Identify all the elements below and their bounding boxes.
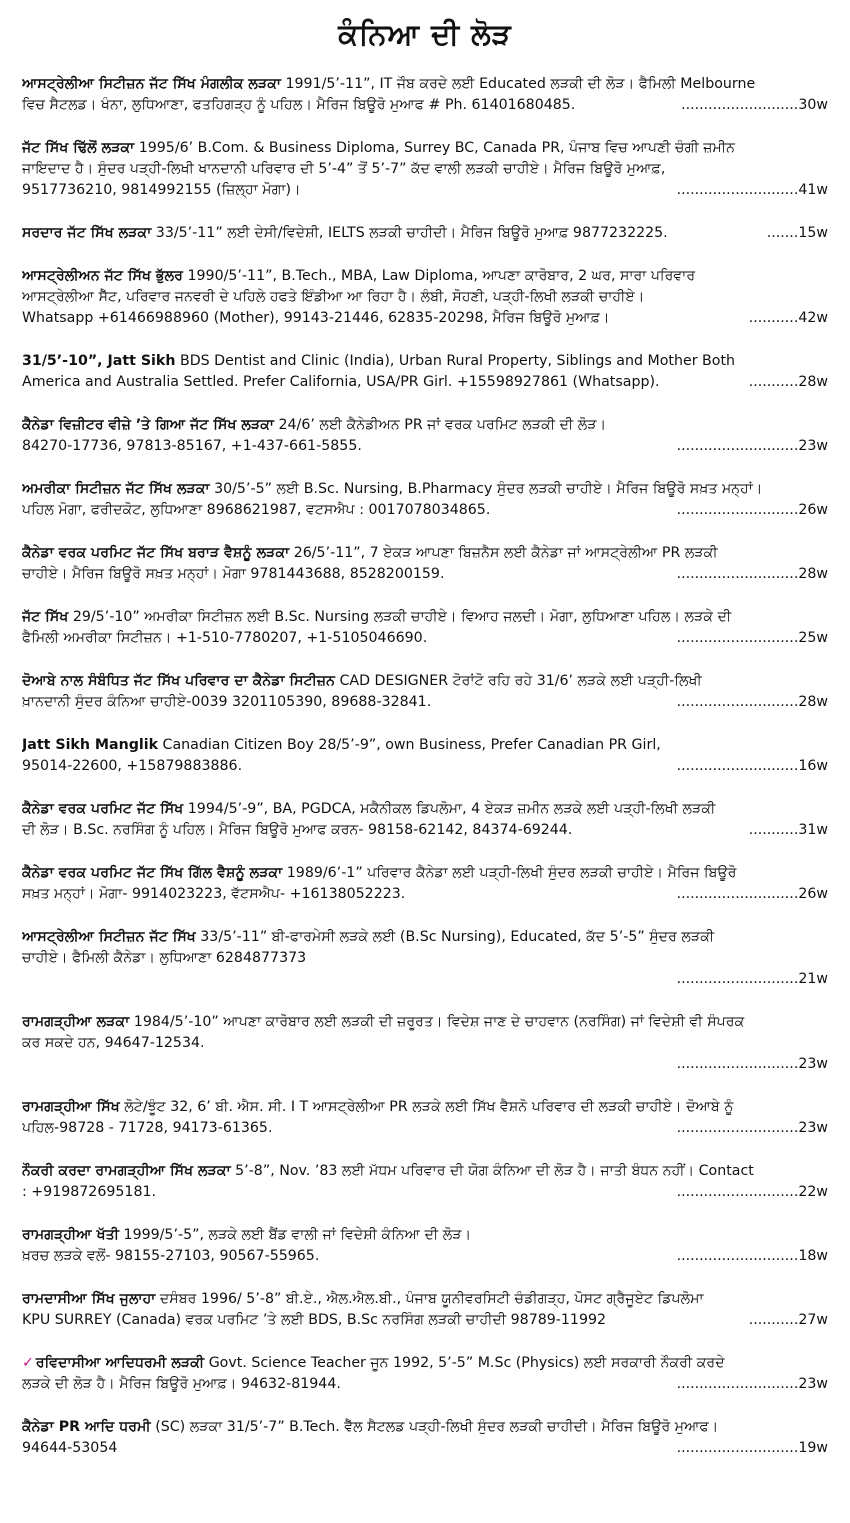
ad-code-value: 21w xyxy=(798,971,828,987)
ad-heading: ਆਸਟ੍ਰੇਲੀਆ ਸਿਟੀਜ਼ਨ ਜੱਟ ਸਿੱਖ ਮੰਗਲੀਕ ਲੜਕਾ xyxy=(22,76,281,92)
ad-text-last xyxy=(22,95,675,116)
ad-last-line xyxy=(22,692,828,713)
ad-heading: ਅਮਰੀਕਾ ਸਿਟੀਜ਼ਨ ਜੱਟ ਸਿੱਖ ਲੜਕਾ xyxy=(22,481,210,497)
ad-last-line xyxy=(22,884,828,905)
ad-code-value: 28w xyxy=(798,374,828,390)
ad-code xyxy=(743,308,828,329)
ad-line xyxy=(22,479,828,500)
dot-leader: ........... xyxy=(748,822,799,838)
dot-leader: ........... xyxy=(748,374,799,390)
ad-text: 5’-8”, Nov. ’83 ਲਈ ਮੱਧਮ ਪਰਿਵਾਰ ਦੀ ਯੋਗ ਕੰਨਿਆ ਦੀ ਲੋੜ ਹੈ। ਜਾਤੀ ਬੰਧਨ ਨਹੀਂ। Contact xyxy=(235,1163,754,1179)
ad-text-last xyxy=(22,1374,671,1395)
ad-code xyxy=(743,1310,828,1331)
ad-code-value: 23w xyxy=(798,1376,828,1392)
dot-leader: ........... xyxy=(748,310,799,326)
ad-heading: ਸਰਦਾਰ ਜੱਟ ਸਿੱਖ ਲੜਕਾ xyxy=(22,225,152,241)
ad-text: ਜਾਇਦਾਦ ਹੈ। ਸੁੰਦਰ ਪੜ੍ਹੀ-ਲਿਖੀ ਖਾਨਦਾਨੀ ਪਰਿਵਾਰ ਦੀ 5’-4” ਤੋਂ 5’-7” ਕੱਦ ਵਾਲੀ ਲੜਕੀ ਚਾਹੀਏ। ਮੈਰਿਜ ਬਿਊਰੋ ਮੁਆਫ਼, xyxy=(22,161,666,177)
ad-line xyxy=(22,1097,828,1118)
ad-heading: ਰਾਮਗੜ੍ਹੀਆ ਲੜਕਾ xyxy=(22,1014,130,1030)
ad-code xyxy=(671,500,828,521)
ad-last-line xyxy=(22,756,828,777)
ad-code xyxy=(671,628,828,649)
ad-text-last xyxy=(22,884,671,905)
ad-text-last xyxy=(22,372,743,393)
dot-leader: ........................... xyxy=(676,1120,799,1136)
dot-leader: ........................... xyxy=(676,438,799,454)
ad-text: ਲੜਕੇ ਦੀ ਲੋੜ ਹੈ। ਮੈਰਿਜ ਬਿਊਰੋ ਮੁਆਫ਼। 94632-81944. xyxy=(22,1376,341,1392)
ad-code xyxy=(671,1182,828,1203)
ad-text: : +919872695181. xyxy=(22,1184,157,1200)
ad-line xyxy=(22,351,828,372)
ad-text: 9517736210, 9814992155 (ਜ਼ਿਲ੍ਹਾ ਮੋਗਾ)। xyxy=(22,182,301,198)
dot-leader: ........................... xyxy=(676,1376,799,1392)
ad-text: KPU SURREY (Canada) ਵਰਕ ਪਰਮਿਟ ’ਤੇ ਲਈ BDS, B.Sc ਨਰਸਿੰਗ ਲੜਕੀ ਚਾਹੀਦੀ 98789-11992 xyxy=(22,1312,607,1328)
classified-ad xyxy=(22,543,828,585)
ad-heading: ਰਵਿਦਾਸੀਆ ਆਦਿਧਰਮੀ ਲੜਕੀ xyxy=(35,1355,205,1371)
ad-last-line xyxy=(22,180,828,201)
ad-text: 33/5’-11” ਬੀ-ਫਾਰਮੇਸੀ ਲੜਕੇ ਲਈ (B.Sc Nursing), Educated, ਕੱਦ 5’-5” ਸੁੰਦਰ ਲੜਕੀ xyxy=(200,929,715,945)
ad-code-value: 25w xyxy=(798,630,828,646)
dot-leader: ........................... xyxy=(676,694,799,710)
ad-text: ਆਸਟ੍ਰੇਲੀਆ ਸੈੱਟ, ਪਰਿਵਾਰ ਜਨਵਰੀ ਦੇ ਪਹਿਲੇ ਹਫਤੇ ਇੰਡੀਆ ਆ ਰਿਹਾ ਹੈ। ਲੰਬੀ, ਸੋਹਣੀ, ਪੜ੍ਹੀ-ਲਿਖੀ ਲੜਕੀ ਚਾਹੀਏ। xyxy=(22,289,645,305)
ad-last-line xyxy=(22,500,828,521)
ad-text-last xyxy=(22,1438,671,1459)
ad-code xyxy=(671,969,828,990)
ad-code-value: 27w xyxy=(798,1312,828,1328)
ad-line xyxy=(22,1417,828,1438)
dot-leader: ........... xyxy=(748,1312,799,1328)
dot-leader: ........................... xyxy=(676,566,799,582)
ad-heading: ਕੈਨੇਡਾ ਵਰਕ ਪਰਮਿਟ ਜੱਟ ਸਿੱਖ ਗਿੱਲ ਵੈਸ਼ਨੂੰ ਲੜਕਾ xyxy=(22,865,283,881)
ad-text: 1990/5’-11”, B.Tech., MBA, Law Diploma, ਆਪਣਾ ਕਾਰੋਬਾਰ, 2 ਘਰ, ਸਾਰਾ ਪਰਿਵਾਰ xyxy=(187,268,696,284)
dot-leader: ....... xyxy=(766,225,799,241)
page-title: ਕੰਨਿਆ ਦੀ ਲੋੜ xyxy=(338,17,512,51)
ad-text-last xyxy=(22,1182,671,1203)
ad-line xyxy=(22,735,828,756)
ad-text-last xyxy=(22,1246,671,1267)
ad-text: 1995/6’ B.Com. & Business Diploma, Surrey BC, Canada PR, ਪੰਜਾਬ ਵਿਚ ਆਪਣੀ ਚੰਗੀ ਜ਼ਮੀਨ xyxy=(138,140,735,156)
dot-leader: ........................... xyxy=(676,1248,799,1264)
ad-text: ਫੈਮਿਲੀ ਅਮਰੀਕਾ ਸਿਟੀਜ਼ਨ। +1-510-7780207, +1-5105046690. xyxy=(22,630,428,646)
dot-leader: ........................... xyxy=(676,971,799,987)
ad-heading: 31/5’-10”, Jatt Sikh xyxy=(22,353,176,369)
ad-text: Canadian Citizen Boy 28/5’-9”, own Business, Prefer Canadian PR Girl, xyxy=(162,737,661,753)
checkmark-icon: ✓ xyxy=(22,1355,34,1371)
ad-code-value: 22w xyxy=(798,1184,828,1200)
ad-text: ਵਿਚ ਸੈਟਲਡ। ਖੰਨਾ, ਲੁਧਿਆਣਾ, ਫਤਹਿਗੜ੍ਹ ਨੂੰ ਪਹਿਲ। ਮੈਰਿਜ ਬਿਊਰੋ ਮੁਆਫ # Ph. 61401680485. xyxy=(22,97,576,113)
ad-code-value: 28w xyxy=(798,694,828,710)
ad-line xyxy=(22,799,828,820)
ad-last-line xyxy=(22,95,828,116)
ad-text-last xyxy=(22,180,671,201)
ad-heading: ਕੈਨੇਡਾ ਵਿਜ਼ੀਟਰ ਵੀਜ਼ੇ ’ਤੇ ਗਿਆ ਜੱਟ ਸਿੱਖ ਲੜਕਾ xyxy=(22,417,274,433)
ad-text: Govt. Science Teacher ਜੂਨ 1992, 5’-5” M.Sc (Physics) ਲਈ ਸਰਕਾਰੀ ਨੌਕਰੀ ਕਰਦੇ xyxy=(208,1355,725,1371)
ad-code-value: 42w xyxy=(798,310,828,326)
ad-line xyxy=(22,159,828,180)
ad-text-last xyxy=(22,756,671,777)
ad-text-last xyxy=(22,436,671,457)
ad-heading: ਕੈਨੇਡਾ ਵਰਕ ਪਰਮਿਟ ਜੱਟ ਸਿੱਖ ਬਰਾੜ ਵੈਸ਼ਨੂੰ ਲੜਕਾ xyxy=(22,545,290,561)
ad-heading: ਜੱਟ ਸਿੱਖ xyxy=(22,609,69,625)
ad-line xyxy=(22,74,828,95)
dot-leader: ........................... xyxy=(676,1184,799,1200)
ad-last-line xyxy=(22,1438,828,1459)
ad-text: ਖ਼ਾਨਦਾਨੀ ਸੁੰਦਰ ਕੰਨਿਆ ਚਾਹੀਏ-0039 3201105390, 89688-32841. xyxy=(22,694,432,710)
ad-text: ਚਾਹੀਏ। ਮੈਰਿਜ ਬਿਊਰੋ ਸਖ਼ਤ ਮਨ੍ਹਾਂ। ਮੋਗਾ 9781443688, 8528200159. xyxy=(22,566,445,582)
ad-code-value: 41w xyxy=(798,182,828,198)
ad-text: ਦਸੰਬਰ 1996/ 5’-8” ਬੀ.ਏ., ਐਲ.ਐਲ.ਬੀ., ਪੰਜਾਬ ਯੂਨੀਵਰਸਿਟੀ ਚੰਡੀਗੜ੍ਹ, ਪੋਸਟ ਗ੍ਰੈਜੂਏਟ ਡਿਪਲੋਮਾ xyxy=(159,1291,704,1307)
ad-line xyxy=(22,287,828,308)
ad-text: Whatsapp +61466988960 (Mother), 99143-21446, 62835-20298, ਮੈਰਿਜ ਬਿਊਰੋ ਮੁਆਫ਼। xyxy=(22,310,610,326)
ad-text-last xyxy=(22,564,671,585)
ad-line xyxy=(22,543,828,564)
ad-line xyxy=(22,927,828,948)
ad-line xyxy=(22,1225,828,1246)
ad-code-value: 23w xyxy=(798,1056,828,1072)
ad-last-line xyxy=(22,564,828,585)
dot-leader: ........................... xyxy=(676,502,799,518)
classified-ad xyxy=(22,74,828,116)
ad-code xyxy=(671,436,828,457)
ad-text: 1994/5’-9”, BA, PGDCA, ਮਕੈਨੀਕਲ ਡਿਪਲੋਮਾ, 4 ਏਕੜ ਜ਼ਮੀਨ ਲੜਕੇ ਲਈ ਪੜ੍ਹੀ-ਲਿਖੀ ਲੜਕੀ xyxy=(187,801,716,817)
classified-ad xyxy=(22,415,828,457)
ad-heading: ਦੋਆਬੇ ਨਾਲ ਸੰਬੰਧਿਤ ਜੱਟ ਸਿੱਖ ਪਰਿਵਾਰ ਦਾ ਕੈਨੇਡਾ ਸਿਟੀਜ਼ਨ xyxy=(22,673,335,689)
ad-heading: Jatt Sikh Manglik xyxy=(22,737,159,753)
ad-line xyxy=(22,1012,828,1033)
ad-last-line xyxy=(22,223,828,244)
ad-text: 1989/6’-1” ਪਰਿਵਾਰ ਕੈਨੇਡਾ ਲਈ ਪੜ੍ਹੀ-ਲਿਖੀ ਸੁੰਦਰ ਲੜਕੀ ਚਾਹੀਏ। ਮੈਰਿਜ ਬਿਊਰੋ xyxy=(286,865,737,881)
classified-ad xyxy=(22,671,828,713)
classified-ad xyxy=(22,1225,828,1267)
ad-code-value: 26w xyxy=(798,502,828,518)
ad-code xyxy=(671,1054,828,1075)
ad-line xyxy=(22,607,828,628)
ad-text: 1999/5’-5”, ਲੜਕੇ ਲਈ ਬੈਂਡ ਵਾਲੀ ਜਾਂ ਵਿਦੇਸ਼ੀ ਕੰਨਿਆ ਦੀ ਲੋੜ। xyxy=(123,1227,472,1243)
ad-text-last xyxy=(22,820,743,841)
ad-text-last xyxy=(22,1310,743,1331)
ad-code xyxy=(671,1438,828,1459)
ad-text: ਖ਼ਰਚ ਲੜਕੇ ਵਲੋਂ- 98155-27103, 90567-55965. xyxy=(22,1248,320,1264)
ad-last-line xyxy=(22,628,828,649)
ad-text: ਲੋਟੇ/ਝੂੰਟ 32, 6’ ਬੀ. ਐਸ. ਸੀ. I T ਆਸਟ੍ਰੇਲੀਆ PR ਲੜਕੇ ਲਈ ਸਿੱਖ ਵੈਸ਼ਨੋ ਪਰਿਵਾਰ ਦੀ ਲੜਕੀ ਚਾਹੀਏ। ਦੋਆਬੇ ਨੂੰ xyxy=(124,1099,734,1115)
ad-heading: ਕੈਨੇਡਾ PR ਆਦਿ ਧਰਮੀ xyxy=(22,1419,151,1435)
ad-code-value: 30w xyxy=(798,97,828,113)
dot-leader: ........................... xyxy=(676,1440,799,1456)
ad-text: ਦੀ ਲੋੜ। B.Sc. ਨਰਸਿੰਗ ਨੂੰ ਪਹਿਲ। ਮੈਰਿਜ ਬਿਊਰੋ ਮੁਆਫ ਕਰਨ- 98158-62142, 84374-69244. xyxy=(22,822,573,838)
ad-code-value: 28w xyxy=(798,566,828,582)
ad-text: ਕਰ ਸਕਦੇ ਹਨ, 94647-12534. xyxy=(22,1035,205,1051)
classified-ad xyxy=(22,1161,828,1203)
ad-code-value: 23w xyxy=(798,438,828,454)
ad-heading: ਜੱਟ ਸਿੱਖ ਢਿੱਲੋਂ ਲੜਕਾ xyxy=(22,140,135,156)
ad-text: 24/6’ ਲਈ ਕੈਨੇਡੀਅਨ PR ਜਾਂ ਵਰਕ ਪਰਮਿਟ ਲੜਕੀ ਦੀ ਲੋੜ। xyxy=(278,417,607,433)
ad-last-line xyxy=(22,308,828,329)
ad-code-value: 26w xyxy=(798,886,828,902)
ad-line xyxy=(22,415,828,436)
ad-text: ਪਹਿਲ-98728 - 71728, 94173-61365. xyxy=(22,1120,273,1136)
ad-text-last xyxy=(22,628,671,649)
ad-code xyxy=(671,1246,828,1267)
classified-ad xyxy=(22,927,828,990)
ad-code xyxy=(743,820,828,841)
ad-code xyxy=(671,564,828,585)
ad-last-line xyxy=(22,1118,828,1139)
ad-last-line xyxy=(22,436,828,457)
ad-line xyxy=(22,948,828,969)
ad-line xyxy=(22,1033,828,1054)
classified-ad xyxy=(22,735,828,777)
ad-text: 1991/5’-11”, IT ਜੌਬ ਕਰਦੇ ਲਈ Educated ਲੜਕੀ ਦੀ ਲੋੜ। ਫੈਮਿਲੀ Melbourne xyxy=(285,76,756,92)
classified-ad xyxy=(22,1012,828,1075)
dot-leader: ........................... xyxy=(676,758,799,774)
ad-last-line xyxy=(22,820,828,841)
ad-text: BDS Dentist and Clinic (India), Urban Rural Property, Siblings and Mother Both xyxy=(179,353,736,369)
ad-text: 29/5’-10” ਅਮਰੀਕਾ ਸਿਟੀਜ਼ਨ ਲਈ B.Sc. Nursing ਲੜਕੀ ਚਾਹੀਏ। ਵਿਆਹ ਜਲਦੀ। ਮੋਗਾ, ਲੁਧਿਆਣਾ ਪਹਿਲ। ਲੜਕੇ ਦੀ xyxy=(72,609,732,625)
ad-text: CAD DESIGNER ਟੋਰਾਂਟੋ ਰਹਿ ਰਹੇ 31/6’ ਲੜਕੇ ਲਈ ਪੜ੍ਹੀ-ਲਿਖੀ xyxy=(339,673,702,689)
classified-ad xyxy=(22,479,828,521)
ad-line xyxy=(22,138,828,159)
ad-code-value: 23w xyxy=(798,1120,828,1136)
ad-heading: ਨੌਕਰੀ ਕਰਦਾ ਰਾਮਗੜ੍ਹੀਆ ਸਿੱਖ ਲੜਕਾ xyxy=(22,1163,231,1179)
ad-line xyxy=(22,1353,828,1374)
dot-leader: ........................... xyxy=(676,1056,799,1072)
classified-ad xyxy=(22,223,828,244)
ad-code-value: 16w xyxy=(798,758,828,774)
classified-ad xyxy=(22,1417,828,1459)
ad-text: 84270-17736, 97813-85167, +1-437-661-5855. xyxy=(22,438,362,454)
ad-line xyxy=(22,671,828,692)
ad-heading: ਆਸਟ੍ਰੇਲੀਅਨ ਜੱਟ ਸਿੱਖ ਭੁੱਲਰ xyxy=(22,268,183,284)
classified-ad xyxy=(22,1289,828,1331)
ad-last-line xyxy=(22,1246,828,1267)
ad-heading: ਕੈਨੇਡਾ ਵਰਕ ਪਰਮਿਟ ਜੱਟ ਸਿੱਖ xyxy=(22,801,184,817)
ad-line xyxy=(22,1289,828,1310)
ad-heading: ਰਾਮਗੜ੍ਹੀਆ ਖੱਤੀ xyxy=(22,1227,120,1243)
ad-text: 94644-53054 xyxy=(22,1440,118,1456)
ad-text: 1984/5’-10” ਆਪਣਾ ਕਾਰੋਬਾਰ ਲਈ ਲੜਕੀ ਦੀ ਜ਼ਰੂਰਤ। ਵਿਦੇਸ਼ ਜਾਣ ਦੇ ਚਾਹਵਾਨ (ਨਰਸਿੰਗ) ਜਾਂ ਵਿਦੇਸ਼ੀ ਵੀ ਸੰਪਰਕ xyxy=(133,1014,745,1030)
ad-code xyxy=(743,372,828,393)
ad-code xyxy=(671,884,828,905)
ad-code-value: 19w xyxy=(798,1440,828,1456)
ad-text: ਪਹਿਲ ਮੋਗਾ, ਫਰੀਦਕੋਟ, ਲੁਧਿਆਣਾ 8968621987, ਵਟਸਐਪ : 0017078034865. xyxy=(22,502,491,518)
ad-text: ਚਾਹੀਏ। ਫੈਮਿਲੀ ਕੈਨੇਡਾ। ਲੁਧਿਆਣਾ 6284877373 xyxy=(22,950,307,966)
ad-text: (SC) ਲੜਕਾ 31/5’-7” B.Tech. ਵੈੱਲ ਸੈਟਲਡ ਪੜ੍ਹੀ-ਲਿਖੀ ਸੁੰਦਰ ਲੜਕੀ ਚਾਹੀਦੀ। ਮੈਰਿਜ ਬਿਊਰੋ ਮੁਆਫ। xyxy=(155,1419,719,1435)
ad-text: 33/5’-11” ਲਈ ਦੇਸੀ/ਵਿਦੇਸ਼ੀ, IELTS ਲੜਕੀ ਚਾਹੀਦੀ। ਮੈਰਿਜ ਬਿਊਰੋ ਮੁਆਫ਼ 9877232225. xyxy=(155,225,668,241)
ad-code xyxy=(671,692,828,713)
dot-leader: .......................... xyxy=(681,97,799,113)
ad-code xyxy=(671,1374,828,1395)
ad-text: America and Australia Settled. Prefer California, USA/PR Girl. +15598927861 (Whatsapp). xyxy=(22,374,660,390)
classified-ad xyxy=(22,863,828,905)
ad-heading: ਰਾਮਦਾਸੀਆ ਸਿੱਖ ਜੁਲਾਹਾ xyxy=(22,1291,156,1307)
ad-text-last xyxy=(22,692,671,713)
ad-text-last xyxy=(22,223,761,244)
ad-heading: ਆਸਟ੍ਰੇਲੀਆ ਸਿਟੀਜ਼ਨ ਜੱਟ ਸਿੱਖ xyxy=(22,929,196,945)
ad-last-line xyxy=(22,1182,828,1203)
ad-line xyxy=(22,1161,828,1182)
ad-code xyxy=(671,1118,828,1139)
classified-ad xyxy=(22,799,828,841)
ad-last-line xyxy=(22,969,828,990)
ad-line xyxy=(22,266,828,287)
classified-ad xyxy=(22,607,828,649)
ad-code xyxy=(671,756,828,777)
classified-ad xyxy=(22,1353,828,1395)
classified-ad xyxy=(22,351,828,393)
classified-list xyxy=(22,74,828,1459)
ad-line xyxy=(22,863,828,884)
ad-last-line xyxy=(22,1310,828,1331)
ad-last-line xyxy=(22,1374,828,1395)
ad-last-line xyxy=(22,372,828,393)
classified-ad xyxy=(22,1097,828,1139)
ad-code-value: 31w xyxy=(798,822,828,838)
ad-text-last xyxy=(22,308,743,329)
ad-text-last xyxy=(22,500,671,521)
ad-text: 26/5’-11”, 7 ਏਕੜ ਆਪਣਾ ਬਿਜ਼ਨੈਸ ਲਈ ਕੈਨੇਡਾ ਜਾਂ ਆਸਟ੍ਰੇਲੀਆ PR ਲੜਕੀ xyxy=(293,545,718,561)
ad-code-value: 18w xyxy=(798,1248,828,1264)
classified-ad xyxy=(22,266,828,329)
dot-leader: ........................... xyxy=(676,886,799,902)
ad-last-line xyxy=(22,1054,828,1075)
ad-text: 95014-22600, +15879883886. xyxy=(22,758,243,774)
ad-code xyxy=(671,180,828,201)
ad-text-last xyxy=(22,1118,671,1139)
classified-ad xyxy=(22,138,828,201)
ad-heading: ਰਾਮਗੜ੍ਹੀਆ ਸਿੱਖ xyxy=(22,1099,120,1115)
ad-text: 30/5’-5” ਲਈ B.Sc. Nursing, B.Pharmacy ਸੁੰਦਰ ਲੜਕੀ ਚਾਹੀਏ। ਮੈਰਿਜ ਬਿਊਰੋ ਸਖ਼ਤ ਮਨ੍ਹਾਂ। xyxy=(214,481,763,497)
ad-code xyxy=(761,223,828,244)
dot-leader: ........................... xyxy=(676,182,799,198)
dot-leader: ........................... xyxy=(676,630,799,646)
ad-text: ਸਖ਼ਤ ਮਨ੍ਹਾਂ। ਮੋਗਾ- 9914023223, ਵੱਟਸਐਪ- +16138052223. xyxy=(22,886,406,902)
ad-code-value: 15w xyxy=(798,225,828,241)
ad-code xyxy=(675,95,828,116)
